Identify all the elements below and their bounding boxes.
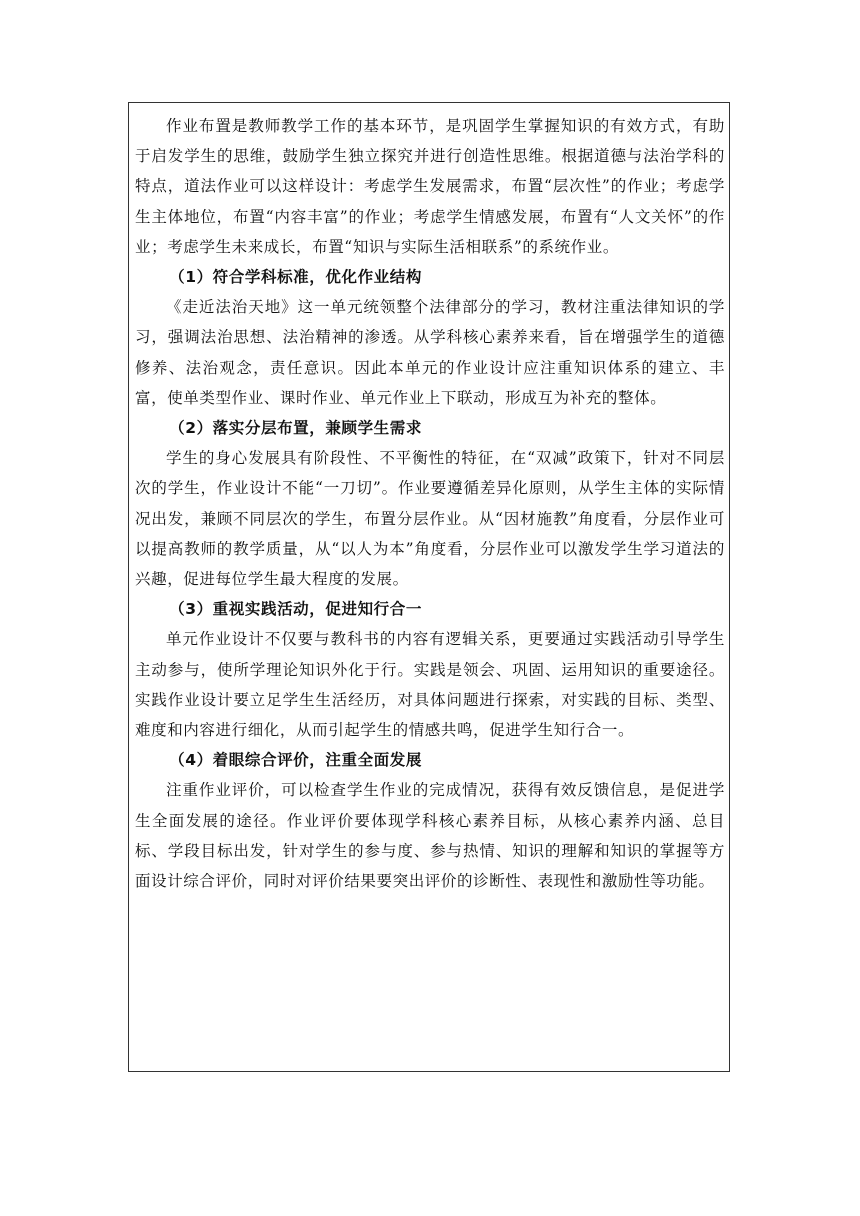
section-2-paragraph: 学生的身心发展具有阶段性、不平衡性的特征，在“双减”政策下，针对不同层次的学生，作业设计不能“一刀切”。作业要遵循差异化原则，从学生主体的实际情况出发，兼顾不同层次的学生，布置分层作业。从“因材施教”角度看，分层作业可以提高教师的教学质量，从“以人为本”角度看，分层作业可以激发学生学习道法的兴趣，促进每位学生最大程度的发展。 — [135, 449, 725, 589]
section-heading-4: （4）着眼综合评价，注重全面发展 — [169, 751, 422, 770]
document-body — [135, 111, 725, 896]
intro-paragraph: 作业布置是教师教学工作的基本环节，是巩固学生掌握知识的有效方式，有助于启发学生的思维，鼓励学生独立探究并进行创造性思维。根据道德与法治学科的特点，道法作业可以这样设计：考虑学生发展需求，布置“层次性”的作业；考虑学生主体地位，布置“内容丰富”的作业；考虑学生情感发展，布置有“人文关怀”的作业；考虑学生未来成长，布置“知识与实际生活相联系”的系统作业。 — [135, 117, 725, 256]
section-3-paragraph: 单元作业设计不仅要与教科书的内容有逻辑关系，更要通过实践活动引导学生主动参与，使所学理论知识外化于行。实践是领会、巩固、运用知识的重要途径。实践作业设计要立足学生生活经历，对具体问题进行探索，对实践的目标、类型、难度和内容进行细化，从而引起学生的情感共鸣，促进学生知行合一。 — [135, 630, 725, 740]
section-4-paragraph: 注重作业评价，可以检查学生作业的完成情况，获得有效反馈信息，是促进学生全面发展的途径。作业评价要体现学科核心素养目标，从核心素养内涵、总目标、学段目标出发，针对学生的参与度、参与热情、知识的理解和知识的掌握等方面设计综合评价，同时对评价结果要突出评价的诊断性、表现性和激励性等功能。 — [135, 781, 725, 891]
section-heading-2: （2）落实分层布置，兼顾学生需求 — [169, 419, 422, 438]
table-cell-frame — [128, 102, 730, 1072]
section-1-paragraph: 《走近法治天地》这一单元统领整个法律部分的学习，教材注重法律知识的学习，强调法治思想、法治精神的渗透。从学科核心素养来看，旨在增强学生的道德修养、法治观念，责任意识。因此本单元的作业设计应注重知识体系的建立、丰富，使单类型作业、课时作业、单元作业上下联动，形成互为补充的整体。 — [135, 298, 725, 407]
section-heading-1: （1）符合学科标准，优化作业结构 — [169, 268, 422, 287]
section-heading-3: （3）重视实践活动，促进知行合一 — [169, 600, 422, 619]
